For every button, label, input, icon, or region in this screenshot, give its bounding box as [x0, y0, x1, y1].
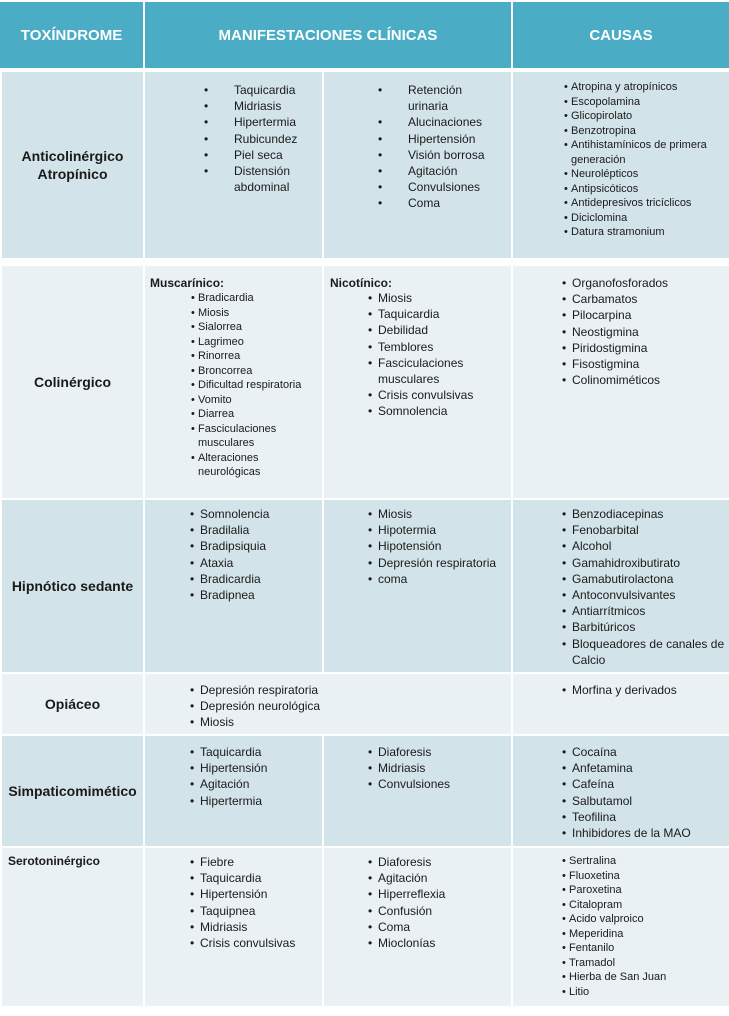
list-item: • Pilocarpina	[562, 307, 727, 323]
list-item: • Bradicardia	[191, 291, 319, 306]
row-colinergico-manif-b	[324, 266, 511, 498]
list-item: • Alteraciones neurológicas	[191, 451, 293, 480]
list-item: • Bradicardia	[190, 571, 318, 587]
list-item: • Confusión	[368, 903, 508, 919]
row-serotoninergico-manif-b	[324, 848, 511, 1006]
row-hipnotico-manif-b	[324, 500, 511, 672]
list-item: • Agitación	[364, 163, 504, 179]
list-item: • Ataxia	[190, 555, 318, 571]
row-simpaticomimetico-manif-a	[145, 736, 322, 846]
row-hipnotico-causas	[513, 500, 729, 672]
list-item: • Midriasis	[368, 760, 508, 776]
causas-list	[562, 682, 727, 698]
list-item: • Fasciculaciones musculares	[368, 355, 478, 387]
list-item: • Miosis	[368, 290, 508, 306]
list-item: • Crisis convulsivas	[190, 935, 318, 951]
list-item: • Neostigmina	[562, 324, 727, 340]
list-item: • Benzotropina	[564, 124, 724, 139]
list-item: • Sialorrea	[191, 320, 319, 335]
list-item: • Hiperreflexia	[368, 886, 508, 902]
header-manifestaciones	[145, 2, 511, 68]
list-item: • Debilidad	[368, 322, 508, 338]
header-col1-label: TOXÍNDROME	[20, 26, 123, 44]
list-item: • Miosis	[190, 714, 390, 730]
list-item: • Depresión respiratoria	[190, 682, 390, 698]
list-item: • Hierba de San Juan	[562, 970, 727, 985]
list-item: • Diciclomina	[564, 211, 724, 226]
header-col3-label: CAUSAS	[589, 26, 653, 44]
list-item: • Rinorrea	[191, 349, 319, 364]
list-item: • Fentanilo	[562, 941, 727, 956]
toxindrome-name: Serotoninérgico	[8, 854, 101, 868]
list-item: • Convulsiones	[368, 776, 508, 792]
list-item: • Bradipsiquia	[190, 538, 318, 554]
toxindrome-name: Colinérgico	[33, 374, 111, 390]
causas-list	[562, 506, 727, 668]
list-item: • Hipotensión	[368, 538, 508, 554]
row-simpaticomimetico-manif-b	[324, 736, 511, 846]
list-item: • Mioclonías	[368, 935, 508, 951]
list-item: • Temblores	[368, 339, 508, 355]
list-item: • Paroxetina	[562, 883, 727, 898]
list-item: • Agitación	[368, 870, 508, 886]
list-item: • Taquicardia	[190, 82, 320, 98]
row-anticolinergico-name	[2, 72, 143, 258]
list-item: • Vomito	[191, 393, 319, 408]
list-item: • Taquipnea	[190, 903, 318, 919]
list-item: • Antoconvulsivantes	[562, 587, 727, 603]
list-item: • Rubicundez	[190, 131, 320, 147]
list-item: • Piel seca	[190, 147, 320, 163]
list-item: • Broncorrea	[191, 364, 319, 379]
list-item: • Antipsicóticos	[564, 182, 724, 197]
row-colinergico-name	[2, 266, 143, 498]
list-item: • Hipertensión	[190, 886, 318, 902]
list-item: • Midriasis	[190, 919, 318, 935]
causas-list	[562, 854, 727, 999]
list-item: • Atropina y atropínicos	[564, 80, 724, 95]
list-item: • Fiebre	[190, 854, 318, 870]
list-item: • Acido valproico	[562, 912, 727, 927]
list-item: • Miosis	[191, 306, 319, 321]
list-item: • Alucinaciones	[364, 114, 504, 130]
toxindrome-name: Simpaticomimético	[8, 783, 137, 799]
row-colinergico-causas	[513, 266, 729, 498]
list-item: • Somnolencia	[368, 403, 508, 419]
list-item: • Colinomiméticos	[562, 372, 727, 388]
list-item: • Carbamatos	[562, 291, 727, 307]
row-anticolinergico-manif-b	[324, 72, 511, 258]
row-opiaceo-causas	[513, 674, 729, 734]
row-opiaceo-name	[2, 674, 143, 734]
manif-list	[190, 82, 320, 195]
manif-list	[368, 854, 508, 951]
toxindrome-name: Hipnótico sedante	[11, 578, 134, 594]
header-col2-label: MANIFESTACIONES CLÍNICAS	[218, 26, 438, 44]
list-item: • Datura stramonium	[564, 225, 724, 240]
list-item: • Salbutamol	[562, 793, 727, 809]
list-item: • Diaforesis	[368, 744, 508, 760]
list-item: • Coma	[368, 919, 508, 935]
list-item: • Midriasis	[190, 98, 320, 114]
list-item: • Agitación	[190, 776, 318, 792]
subheading-muscarinico: Muscarínico:	[150, 276, 225, 290]
list-item: • Taquicardia	[368, 306, 508, 322]
list-item: • Visión borrosa	[364, 147, 504, 163]
header-toxindrome	[0, 2, 143, 68]
list-item: • Anfetamina	[562, 760, 727, 776]
list-item: • Convulsiones	[364, 179, 504, 195]
list-item: • Barbitúricos	[562, 619, 727, 635]
list-item: • Inhibidores de la MAO	[562, 825, 727, 841]
list-item: • Diarrea	[191, 407, 319, 422]
manif-list	[368, 290, 508, 420]
header-causas	[513, 2, 729, 68]
list-item: • Morfina y derivados	[562, 682, 727, 698]
list-item: • Fasciculaciones musculares	[191, 422, 293, 451]
list-item: • Miosis	[368, 506, 508, 522]
list-item: • Distensión abdominal	[190, 163, 304, 195]
list-item: • Bradilalia	[190, 522, 318, 538]
list-item: • Lagrimeo	[191, 335, 319, 350]
list-item: • Taquicardia	[190, 870, 318, 886]
list-item: • Taquicardia	[190, 744, 318, 760]
list-item: • Fenobarbital	[562, 522, 727, 538]
manif-list	[368, 506, 508, 587]
row-anticolinergico-manif-a	[145, 72, 322, 258]
list-item: • Alcohol	[562, 538, 727, 554]
list-item: • Gamahidroxibutirato	[562, 555, 727, 571]
list-item: • Somnolencia	[190, 506, 318, 522]
list-item: • Neurolépticos	[564, 167, 724, 182]
list-item: • Hipertensión	[190, 760, 318, 776]
row-opiaceo-manif	[145, 674, 511, 734]
list-item: • Diaforesis	[368, 854, 508, 870]
causas-list	[562, 744, 727, 841]
list-item: • Hipertermia	[190, 793, 318, 809]
manif-list	[191, 291, 319, 480]
list-item: • Piridostigmina	[562, 340, 727, 356]
row-hipnotico-name	[2, 500, 143, 672]
list-item: • Bradipnea	[190, 587, 318, 603]
list-item: • Antihistamínicos de primera generación	[564, 138, 724, 167]
row-anticolinergico-causas	[513, 72, 729, 258]
list-item: • Fisostigmina	[562, 356, 727, 372]
list-item: • Cocaína	[562, 744, 727, 760]
causas-list	[564, 80, 724, 240]
list-item: • Litio	[562, 985, 727, 1000]
list-item: • Depresión respiratoria	[368, 555, 508, 571]
list-item: • Crisis convulsivas	[368, 387, 508, 403]
causas-list	[562, 275, 727, 388]
manif-list	[364, 82, 504, 212]
list-item: • Bloqueadores de canales de Calcio	[562, 636, 727, 668]
list-item: • Tramadol	[562, 956, 727, 971]
list-item: • Benzodiacepinas	[562, 506, 727, 522]
list-item: • Dificultad respiratoria	[191, 378, 319, 393]
list-item: • Organofosforados	[562, 275, 727, 291]
list-item: • Coma	[364, 195, 504, 211]
list-item: • Hipotermia	[368, 522, 508, 538]
list-item: • Meperidina	[562, 927, 727, 942]
list-item: • Cafeína	[562, 776, 727, 792]
toxindrome-name: Anticolinérgico Atropínico	[21, 148, 124, 182]
list-item: • Escopolamina	[564, 95, 724, 110]
list-item: • coma	[368, 571, 508, 587]
list-item: • Citalopram	[562, 898, 727, 913]
list-item: • Sertralina	[562, 854, 727, 869]
list-item: • Fluoxetina	[562, 869, 727, 884]
list-item: • Antiarrítmicos	[562, 603, 727, 619]
manif-list	[190, 854, 318, 951]
list-item: • Retención urinaria	[364, 82, 478, 114]
list-item: • Depresión neurológica	[190, 698, 390, 714]
row-colinergico-manif-a	[145, 266, 322, 498]
manif-list	[190, 506, 318, 603]
row-hipnotico-manif-a	[145, 500, 322, 672]
subheading-nicotinico: Nicotínico:	[330, 276, 392, 290]
row-simpaticomimetico-name	[2, 736, 143, 846]
row-serotoninergico-manif-a	[145, 848, 322, 1006]
row-serotoninergico-causas	[513, 848, 729, 1006]
manif-list	[190, 744, 318, 809]
list-item: • Glicopirolato	[564, 109, 724, 124]
list-item: • Teofilina	[562, 809, 727, 825]
list-item: • Hipertermia	[190, 114, 320, 130]
list-item: • Gamabutirolactona	[562, 571, 727, 587]
toxindrome-name: Opiáceo	[44, 696, 101, 712]
row-simpaticomimetico-causas	[513, 736, 729, 846]
manif-list	[190, 682, 390, 731]
row-serotoninergico-name	[2, 848, 143, 1006]
manif-list	[368, 744, 508, 793]
list-item: • Hipertensión	[364, 131, 504, 147]
list-item: • Antidepresivos tricíclicos	[564, 196, 724, 211]
